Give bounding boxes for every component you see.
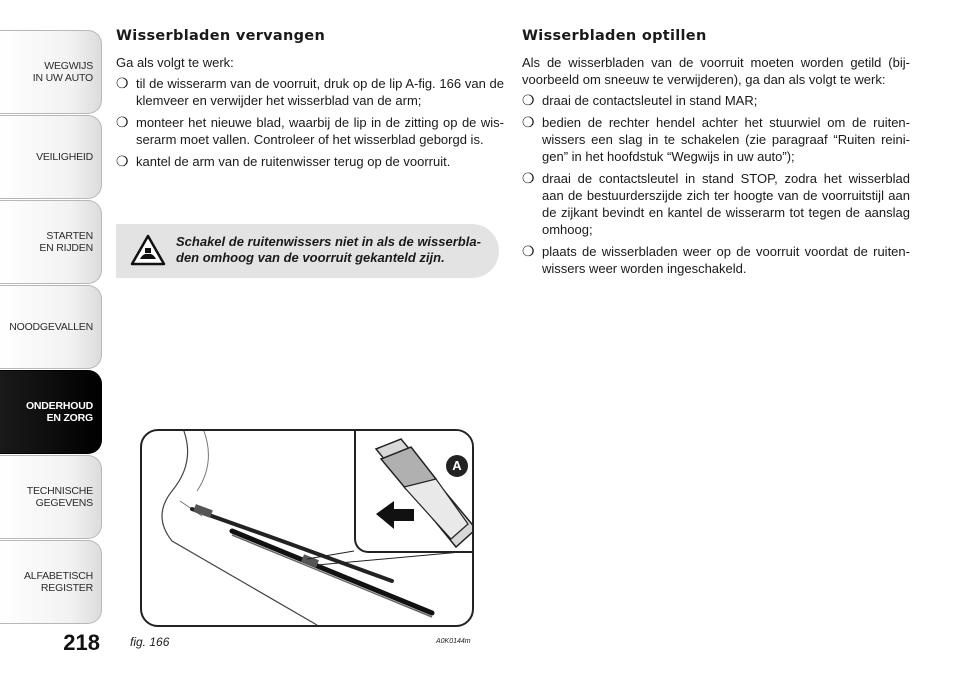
step-list (522, 92, 910, 277)
tab-noodgevallen[interactable]: NOODGEVALLEN (0, 285, 102, 369)
callout-a: A (446, 455, 468, 477)
list-item-text: monteer het nieuwe blad, waarbij de lip in de zitting op de wisserarm moet vallen. Controleer of het wisserblad geborgd is. (136, 115, 504, 147)
list-item (522, 114, 910, 165)
bullet-circle-icon: ❍ (522, 114, 535, 130)
section-title: Wisserbladen vervangen (116, 28, 326, 44)
section-lift-blades (522, 28, 910, 282)
bullet-circle-icon: ❍ (522, 243, 535, 259)
section-intro: Als de wisserbladen van de voorruit moeten worden getild (bijvoorbeeld om sneeuw te verwijderen), ga dan als volgt te werk: (522, 55, 910, 87)
warning-box (116, 224, 499, 278)
list-item (116, 75, 504, 109)
section-title: Wisserbladen optillen (522, 28, 707, 44)
bullet-circle-icon: ❍ (116, 153, 129, 169)
tab-veiligheid[interactable]: VEILIGHEID (0, 115, 102, 199)
list-item-text: kantel de arm van de ruitenwisser terug op de voorruit. (136, 154, 451, 169)
step-list (116, 75, 504, 170)
warning-triangle-icon (130, 234, 166, 266)
bullet-circle-icon: ❍ (522, 170, 535, 186)
chapter-sidebar (0, 0, 104, 677)
section-replace-blades (116, 28, 504, 175)
list-item (522, 170, 910, 238)
figure-code: A0K0144m (436, 638, 471, 645)
bullet-circle-icon: ❍ (522, 92, 535, 108)
bullet-circle-icon: ❍ (116, 114, 129, 130)
tab-onderhoud[interactable]: ONDERHOUD EN ZORG (0, 370, 102, 454)
warning-text: Schakel de ruitenwissers niet in als de wisserbladen omhoog van de voorruit gekanteld zijn. (176, 234, 481, 265)
list-item-text: til de wisserarm van de voorruit, druk op de lip A-fig. 166 van de klemveer en verwijder het wisserblad van de arm; (136, 76, 504, 108)
detail-inset (354, 429, 474, 553)
wiper-illustration (140, 429, 474, 627)
clip-detail-drawing (356, 429, 474, 551)
list-item (522, 92, 910, 109)
page-number: 218 (63, 630, 100, 655)
bullet-circle-icon: ❍ (116, 75, 129, 91)
tab-technische[interactable]: TECHNISCHE GEGEVENS (0, 455, 102, 539)
list-item-text: draai de contactsleutel in stand STOP, zodra het wisserblad aan de bestuurderszijde zich ter hoogte van de voorruitstijl aan de zijkant bevindt en kantel de wisserarm tot tegen de aanslag omhoog; (542, 171, 910, 237)
list-item-text: draai de contactsleutel in stand MAR; (542, 93, 758, 108)
list-item (116, 153, 504, 170)
list-item-text: plaats de wisserbladen weer op de voorruit voordat de ruitenwissers weer worden ingeschakeld. (542, 244, 910, 276)
list-item (116, 114, 504, 148)
list-item-text: bedien de rechter hendel achter het stuurwiel om de ruitenwissers een slag in te schakelen (zie paragraaf “Ruiten reinigen” in het hoofdstuk “Wegwijs in uw auto”); (542, 115, 910, 164)
tab-wegwijs[interactable]: WEGWIJS IN UW AUTO (0, 30, 102, 114)
tab-starten[interactable]: STARTEN EN RIJDEN (0, 200, 102, 284)
figure-caption: fig. 166 (130, 635, 170, 649)
tab-alfabetisch[interactable]: ALFABETISCH REGISTER (0, 540, 102, 624)
section-intro: Ga als volgt te werk: (116, 55, 234, 70)
push-arrow-icon (376, 501, 414, 529)
list-item (522, 243, 910, 277)
